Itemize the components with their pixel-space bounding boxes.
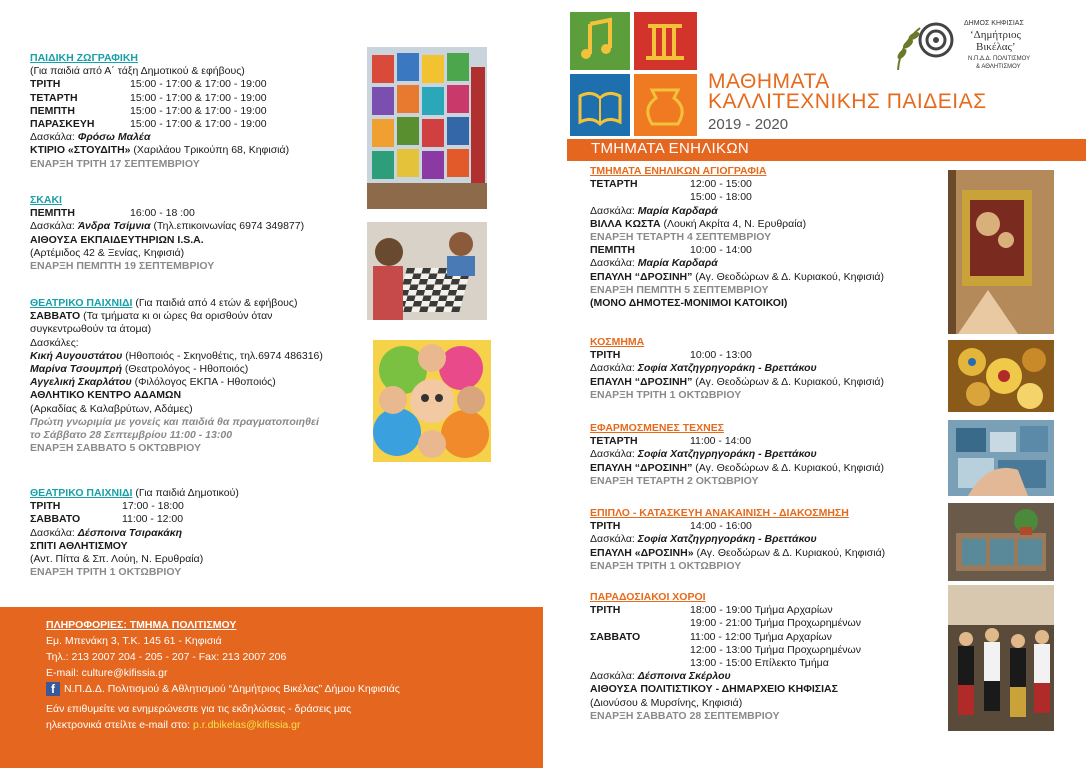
meeting-note: Πρώτη γνωριμία με γονείς και παιδιά θα πραγματοποιηθεί [30, 415, 319, 428]
start-date: ΕΝΑΡΞΗ ΣΑΒΒΑΤΟ 28 ΣΕΠΤΕΜΒΡΙΟΥ [590, 709, 780, 722]
start-date: ΕΝΑΡΞΗ ΤΕΤΑΡΤΗ 2 ΟΚΤΩΒΡΙΟΥ [590, 474, 759, 487]
venue-line: ΣΠΙΤΙ ΑΘΛΗΤΙΣΜΟΥ [30, 539, 128, 552]
arts-logo [570, 12, 697, 136]
section-header: ΘΕΑΤΡΙΚΟ ΠΑΙΧΝΙΔΙ (Για παιδιά Δημοτικού) [30, 487, 239, 499]
schedule-row: ΤΕΤΑΡΤΗ 15:00 - 17:00 & 17:00 - 19:00 [30, 91, 267, 104]
schedule-row: ΣΑΒΒΑΤΟ 11:00 - 12:00 [30, 513, 184, 526]
schedule-row: ΠΑΡΑΣΚΕΥΗ 15:00 - 17:00 & 17:00 - 19:00 [30, 118, 267, 131]
section-header: ΘΕΑΤΡΙΚΟ ΠΑΙΧΝΙΔΙ (Για παιδιά από 4 ετών & εφήβους) [30, 297, 298, 309]
footer-newsletter-line: Εάν επιθυμείτε να ενημερώνεστε για τις εκδηλώσεις - δράσεις μας [46, 703, 352, 715]
start-date: ΕΝΑΡΞΗ ΠΕΜΠΤΗ 5 ΣΕΠΤΕΜΒΡΙΟΥ [590, 283, 769, 296]
chess-photo [367, 222, 487, 320]
section-furniture: ΕΠΙΠΛΟ - ΚΑΤΑΣΚΕΥΗ ΑΝΑΚΑΙΝΙΣΗ - ΔΙΑΚΟΣΜΗΣΗ ΤΡΙΤΗ 14:00 - 16:00 Δασκάλα: Σοφία Χατζηγρηγοράκη - Βρεττάκου ΕΠΑΥΛΗ «ΔΡΟΣΙΝΗ» (Αγ. Θεοδώρων & Δ. Κυριακού, Κηφισιά) ΕΝΑΡΞΗ ΤΡΙΤΗ 1 ΟΚΤΩΒΡΙΟΥ [590, 507, 945, 573]
section-subtitle: (Για παιδιά από Α΄ τάξη Δημοτικού & εφήβους) [30, 65, 245, 78]
teacher-line: Αγγελική Σκαρλάτου (Φιλόλογος ΕΚΠΑ - Ηθοποιός) [30, 376, 276, 389]
teachers-label: Δασκάλες: [30, 336, 79, 349]
start-date: ΕΝΑΡΞΗ ΠΕΜΠΤΗ 19 ΣΕΠΤΕΜΒΡΙΟΥ [30, 260, 215, 273]
venue-line: ΚΤΙΡΙΟ «ΣΤΟΥΔΙΤΗ» (Χαριλάου Τρικούπη 68, Κηφισιά) [30, 144, 290, 157]
section-title: ΚΟΣΜΗΜΑ [590, 336, 645, 348]
dancers-photo [948, 585, 1054, 731]
start-date: ΕΝΑΡΞΗ ΤΡΙΤΗ 1 ΟΚΤΩΒΡΙΟΥ [30, 566, 182, 579]
day-line: ΣΑΒΒΑΤΟ (Τα τμήματα κι οι ώρες θα ορισθούν όταν [30, 310, 273, 323]
teacher-line: Δασκάλα: Μαρία Καρδαρά [590, 257, 718, 270]
page-title: ΜΑΘΗΜΑΤΑ ΚΑΛΛΙΤΕΧΝΙΚΗΣ ΠΑΙΔΕΙΑΣ [708, 70, 987, 113]
schedule-row: ΤΡΙΤΗ 15:00 - 17:00 & 17:00 - 19:00 [30, 78, 267, 91]
laurel-spiral-icon [890, 14, 956, 76]
section-title: ΕΦΑΡΜΟΣΜΕΝΕΣ ΤΕΧΝΕΣ [590, 422, 725, 434]
section-theatre-play-older [30, 297, 370, 455]
section-children-painting [30, 52, 360, 171]
section-title: ΠΑΡΑΔΟΣΙΑΚΟΙ ΧΟΡΟΙ [590, 591, 706, 603]
schedule-row: ΤΡΙΤΗ 17:00 - 18:00 [30, 500, 184, 513]
furniture-photo [948, 503, 1054, 581]
section-jewelry: ΚΟΣΜΗΜΑ ΤΡΙΤΗ 10:00 - 13:00 Δασκάλα: Σοφία Χατζηγρηγοράκη - Βρεττάκου ΕΠΑΥΛΗ “ΔΡΟΣΙΝΗ” (Αγ. Θεοδώρων & Δ. Κυριακού, Κηφισιά) ΕΝΑΡΞΗ ΤΡΙΤΗ 1 ΟΚΤΩΒΡΙΟΥ [590, 336, 945, 402]
icon-painting-photo [948, 170, 1054, 334]
venue-line: ΕΠΑΥΛΗ “ΔΡΟΣΙΝΗ” (Αγ. Θεοδώρων & Δ. Κυριακού, Κηφισιά) [590, 375, 884, 388]
venue-line: ΕΠΑΥΛΗ “ΔΡΟΣΙΝΗ” (Αγ. Θεοδώρων & Δ. Κυριακού, Κηφισιά) [590, 270, 884, 283]
applied-arts-photo [948, 420, 1054, 496]
school-year: 2019 - 2020 [708, 116, 789, 133]
address-line: (Αντ. Πίττα & Σπ. Λούη, Ν. Ερυθραία) [30, 553, 204, 566]
section-title: ΠΑΙΔΙΚΗ ΖΩΓΡΑΦΙΚΗ [30, 52, 138, 64]
org-logo: ΔΗΜΟΣ ΚΗΦΙΣΙΑΣ ‘Δημήτριος Βικέλας’ Ν.Π.Δ.Δ. ΠΟΛΙΤΙΣΜΟΥ & ΑΘΛΗΤΙΣΜΟΥ [890, 14, 1060, 80]
teacher-line: Δασκάλα: Άνδρα Τσίμνια (Τηλ.επικοινωνίας 6974 349877) [30, 220, 305, 233]
children-paintings-photo [367, 47, 487, 209]
teacher-line: Δασκάλα: Σοφία Χατζηγρηγοράκη - Βρεττάκου [590, 533, 817, 546]
contact-footer [0, 607, 543, 768]
start-date: ΕΝΑΡΞΗ ΤΡΙΤΗ 1 ΟΚΤΩΒΡΙΟΥ [590, 559, 742, 572]
start-date: ΕΝΑΡΞΗ ΣΑΒΒΑΤΟ 5 ΟΚΤΩΒΡΙΟΥ [30, 442, 202, 455]
section-chess [30, 194, 370, 273]
address-line: (Αρτέμιδος 42 & Ξενίας, Κηφισιά) [30, 246, 185, 259]
teacher-line: Δασκάλα: Φρόσω Μαλέα [30, 131, 151, 144]
children-circle-photo [373, 340, 491, 462]
venue-line: ΑΘΛΗΤΙΚΟ ΚΕΝΤΡΟ ΑΔΑΜΩΝ [30, 389, 182, 402]
start-date: ΕΝΑΡΞΗ ΤΡΙΤΗ 17 ΣΕΠΤΕΜΒΡΙΟΥ [30, 157, 200, 170]
teacher-line: Κική Αυγουστάτου (Ηθοποιός - Σκηνοθέτις, τηλ.6974 486316) [30, 349, 323, 362]
section-title: ΕΠΙΠΛΟ - ΚΑΤΑΣΚΕΥΗ ΑΝΑΚΑΙΝΙΣΗ - ΔΙΑΚΟΣΜΗΣΗ [590, 507, 849, 519]
schedule-row: ΠΕΜΠΤΗ 16:00 - 18 :00 [30, 207, 195, 220]
teacher-line: Μαρίνα Τσουμπρή (Θεατρολόγος - Ηθοποιός) [30, 363, 249, 376]
teacher-line: Δασκάλα: Σοφία Χατζηγρηγοράκη - Βρεττάκου [590, 362, 817, 375]
section-title: ΣΚΑΚΙ [30, 194, 62, 206]
adults-banner: ΤΜΗΜΑΤΑ ΕΝΗΛΙΚΩΝ [567, 139, 1086, 161]
venue-line: ΕΠΑΥΛΗ «ΔΡΟΣΙΝΗ» (Αγ. Θεοδώρων & Δ. Κυριακού, Κηφισιά) [590, 546, 886, 559]
venue-line: ΒΙΛΛΑ ΚΩΣΤΑ (Λουκή Ακρίτα 4, Ν. Ερυθραία) [590, 217, 807, 230]
address-line: (Αρκαδίας & Καλαβρύτων, Αδάμες) [30, 402, 193, 415]
teacher-line: Δασκάλα: Σοφία Χατζηγρηγοράκη - Βρεττάκου [590, 448, 817, 461]
footer-title: ΠΛΗΡΟΦΟΡΙΕΣ: ΤΜΗΜΑ ΠΟΛΙΤΙΣΜΟΥ [46, 619, 237, 631]
section-title: ΤΜΗΜΑΤΑ ΕΝΗΛΙΚΩΝ ΑΓΙΟΓΡΑΦΙΑ [590, 165, 767, 177]
meeting-note: το Σάββατο 28 Σεπτεμβρίου 11:00 - 13:00 [30, 429, 233, 442]
facebook-icon[interactable]: f [46, 682, 60, 696]
start-date: ΕΝΑΡΞΗ ΤΡΙΤΗ 1 ΟΚΤΩΒΡΙΟΥ [590, 388, 742, 401]
residents-note: (ΜΟΝΟ ΔΗΜΟΤΕΣ-ΜΟΝΙΜΟΙ ΚΑΤΟΙΚΟΙ) [590, 297, 788, 310]
start-date: ΕΝΑΡΞΗ ΤΕΤΑΡΤΗ 4 ΣΕΠΤΕΜΒΡΙΟΥ [590, 231, 772, 244]
section-traditional-dances: ΠΑΡΑΔΟΣΙΑΚΟΙ ΧΟΡΟΙ ΤΡΙΤΗ 18:00 - 19:00 Τμήμα Αρχαρίων 19:00 - 21:00 Τμήμα Προχωρημένων ΣΑΒΒΑΤΟ 11:00 - 12:00 Τμήμα Αρχαρίων 12:00 - 13:00 Τμήμα Προχωρημένων 13:00 - 15:00 Επίλεκτο Τμήμα Δασκάλα: Δέσποινα Σκέρλου ΑΙΘΟΥΣΑ ΠΟΛΙΤΙΣΤΙΚΟΥ - ΔΗΜΑΡΧΕΙΟ ΚΗΦΙΣΙΑΣ (Διονύσου & Μυρσίνης, Κηφισιά) ΕΝΑΡΞΗ ΣΑΒΒΑΤΟ 28 ΣΕΠΤΕΜΒΡΙΟΥ [590, 591, 945, 723]
teacher-line: Δασκάλα: Δέσποινα Τσιρακάκη [30, 526, 183, 539]
schedule-row: ΠΕΜΠΤΗ 15:00 - 17:00 & 17:00 - 19:00 [30, 104, 267, 117]
teacher-line: Δασκάλα: Μαρία Καρδαρά [590, 204, 718, 217]
venue-line: ΑΙΘΟΥΣΑ ΕΚΠΑΙΔΕΥΤΗΡΙΩΝ I.S.A. [30, 233, 204, 246]
section-applied-arts: ΕΦΑΡΜΟΣΜΕΝΕΣ ΤΕΧΝΕΣ ΤΕΤΑΡΤΗ 11:00 - 14:00 Δασκάλα: Σοφία Χατζηγρηγοράκη - Βρεττάκου ΕΠΑΥΛΗ “ΔΡΟΣΙΝΗ” (Αγ. Θεοδώρων & Δ. Κυριακού, Κηφισιά) ΕΝΑΡΞΗ ΤΕΤΑΡΤΗ 2 ΟΚΤΩΒΡΙΟΥ [590, 422, 945, 488]
newsletter-email-link[interactable]: p.r.dbikelas@kifissia.gr [192, 719, 301, 731]
section-theatre-play-primary [30, 487, 370, 579]
day-note: συγκεντρωθούν τα άτομα) [30, 323, 152, 336]
footer-phone: Τηλ.: 213 2007 204 - 205 - 207 - Fax: 213 2007 206 [46, 651, 287, 663]
footer-facebook[interactable]: f Ν.Π.Δ.Δ. Πολιτισμού & Αθλητισμού “Δημήτριος Βικέλας” Δήμου Κηφισιάς [46, 681, 400, 697]
section-hagiography: ΤΜΗΜΑΤΑ ΕΝΗΛΙΚΩΝ ΑΓΙΟΓΡΑΦΙΑ ΤΕΤΑΡΤΗ 12:00 - 15:00 15:00 - 18:00 Δασκάλα: Μαρία Καρδαρά ΒΙΛΛΑ ΚΩΣΤΑ (Λουκή Ακρίτα 4, Ν. Ερυθραία) ΕΝΑΡΞΗ ΤΕΤΑΡΤΗ 4 ΣΕΠΤΕΜΒΡΙΟΥ ΠΕΜΠΤΗ 10:00 - 14:00 Δασκάλα: Μαρία Καρδαρά ΕΠΑΥΛΗ “ΔΡΟΣΙΝΗ” (Αγ. Θεοδώρων & Δ. Κυριακού, Κηφισιά) ΕΝΑΡΞΗ ΠΕΜΠΤΗ 5 ΣΕΠΤΕΜΒΡΙΟΥ (ΜΟΝΟ ΔΗΜΟΤΕΣ-ΜΟΝΙΜΟΙ ΚΑΤΟΙΚΟΙ) [590, 165, 945, 310]
venue-line: ΑΙΘΟΥΣΑ ΠΟΛΙΤΙΣΤΙΚΟΥ - ΔΗΜΑΡΧΕΙΟ ΚΗΦΙΣΙΑΣ [590, 683, 838, 696]
venue-line: ΕΠΑΥΛΗ “ΔΡΟΣΙΝΗ” (Αγ. Θεοδώρων & Δ. Κυριακού, Κηφισιά) [590, 461, 884, 474]
jewelry-photo [948, 340, 1054, 412]
footer-email[interactable]: E-mail: culture@kifissia.gr [46, 667, 168, 679]
footer-address: Εμ. Μπενάκη 3, Τ.Κ. 145 61 - Κηφισιά [46, 635, 222, 647]
teacher-line: Δασκάλα: Δέσποινα Σκέρλου [590, 670, 731, 683]
address-line: (Διονύσου & Μυρσίνης, Κηφισιά) [590, 696, 743, 709]
footer-newsletter-line: ηλεκτρονικά στείλτε e-mail στο: p.r.dbikelas@kifissia.gr [46, 719, 301, 731]
